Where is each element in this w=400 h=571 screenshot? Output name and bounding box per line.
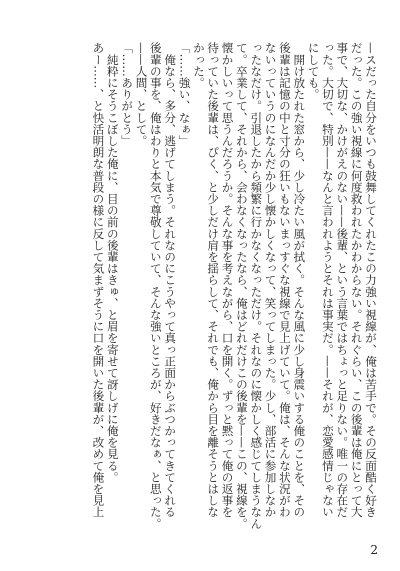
- text-line: —スだった自分をいつも鼓舞してくれたこの力強い視線が、俺は苦手で。その反面酷く好き: [364, 42, 378, 518]
- text-line: 後輩の事を、俺はわりと本気で尊敬していて、そんな強いところが、好きだなぁ、と思った。: [148, 42, 163, 530]
- text-line: ったなだけ。引退したから頻繁に行かなくなっただけ。それなのに懐かしく感じてしまうなん: [249, 42, 264, 530]
- text-line: 純粋にそうこぼした俺に、目の前の後輩はきゅ、と眉を寄せて訝しげに俺を見る。: [105, 42, 120, 483]
- text-line: 事で、大切な、かけがえのない——後輩、という言葉ではちょっと足りない。唯一の存在だ: [335, 42, 350, 518]
- text-line: て。卒業して、それから、会わなくなったなら、俺はどれだけこの後輩を——この、視線を。: [234, 42, 249, 530]
- text-line: 懐かしいって思うんだろうか。そんな事を考えながら、口を開く。ずっと黙って俺の返事を: [220, 42, 235, 518]
- text-line: にしても。: [306, 42, 321, 100]
- text-line: 開け放たれた窓から、少し冷たい風が拭く。そんな風に少し身震いする俺のことを、その: [292, 42, 307, 518]
- text-line: 「……ありがとう」: [120, 42, 135, 147]
- text-line: 待っていた後輩は、ぴく、と少しだけ肩を揺らして、それでも、俺から目を離そうとはしな: [206, 42, 221, 518]
- text-line: った。大切で、特別——なんと言われようとそれは事実だ。——それが、恋愛感情じゃない: [320, 42, 335, 518]
- page-number: 2: [370, 543, 378, 557]
- text-line: あー……、と快活明朗な普段の様に反して気まずそうに口を開いた後輩が、改めて俺を見上: [91, 42, 106, 518]
- text-line: ないっていうのになんだか少し懐かしくなって、笑ってしまった。少し、部活に参加しなか: [263, 42, 278, 518]
- text-line: 俺なら、多分、逃げてしまう。それなのにこうやって真っ正面からぶつかってきてくれる: [163, 42, 178, 518]
- text-line: ——人間、として。: [134, 42, 149, 147]
- text-line: 後輩は記憶の中と寸分の狂いもないまっすぐな視線で見上げていて。俺は、そんな状況がわ: [277, 42, 292, 518]
- text-line: だった。この強い視線に何度救われたかわからない。それぐらい、この後輩は俺にとって大: [349, 42, 364, 518]
- vertical-text-body: [18, 42, 378, 540]
- text-line: かった。: [191, 42, 206, 89]
- text-line: 「……強い、なぁ」: [177, 42, 192, 147]
